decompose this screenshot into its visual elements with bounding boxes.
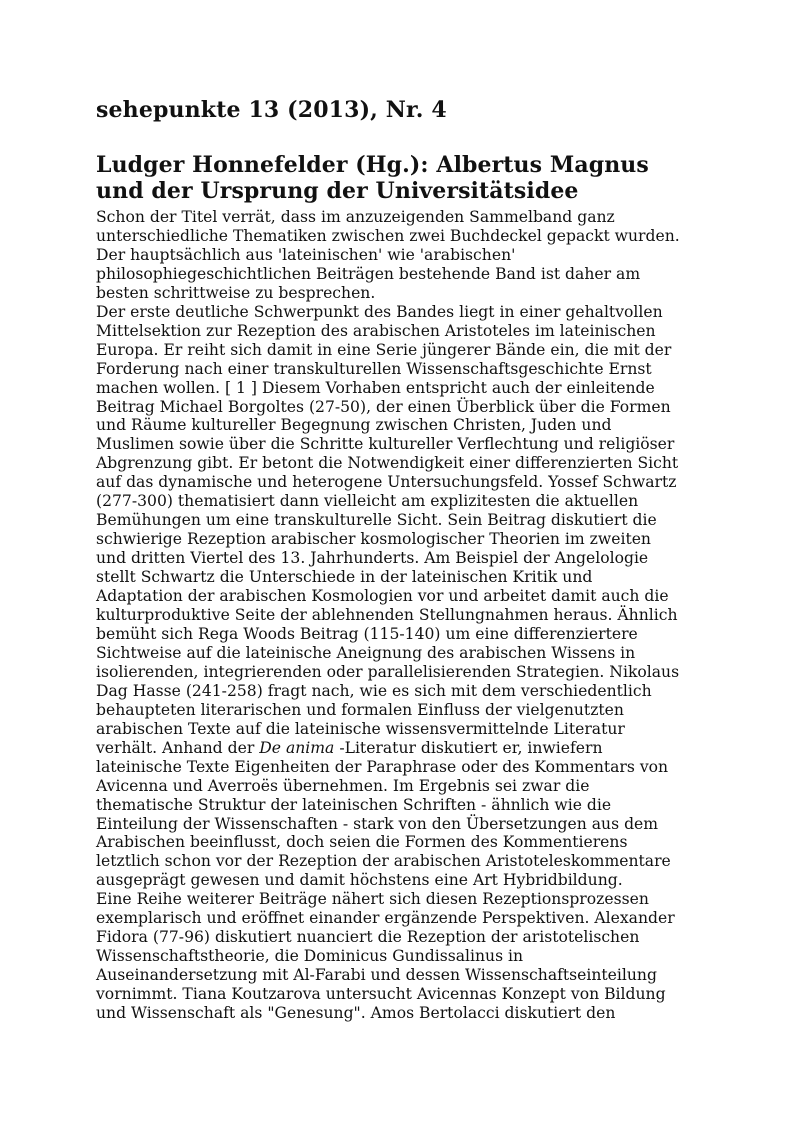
text-line: Wissenschaftstheorie, die Dominicus Gundissalinus in xyxy=(96,947,524,966)
text-line: isolierenden, integrierenden oder parallelisierenden Strategien. Nikolaus xyxy=(96,662,680,681)
text-line: Auseinandersetzung mit Al-Farabi und dessen Wissenschaftseinteilung xyxy=(96,966,657,985)
text-line: Avicenna und Averroës übernehmen. Im Ergebnis sei zwar die xyxy=(96,776,590,795)
text-line: unterschiedliche Thematiken zwischen zwei Buchdeckel gepackt wurden. xyxy=(96,226,680,245)
text-line: bemüht sich Rega Woods Beitrag (115-140) um eine differenziertere xyxy=(96,624,638,643)
italic-title: De anima xyxy=(259,738,335,757)
text-line: behaupteten literarischen und formalen Einfluss der vielgenutzten xyxy=(96,700,624,719)
text-line: Europa. Er reiht sich damit in eine Serie jüngerer Bände ein, die mit der xyxy=(96,340,672,359)
text-line: und Wissenschaft als "Genesung". Amos Bertolacci diskutiert den xyxy=(96,1004,616,1023)
text-line: Mittelsektion zur Rezeption des arabischen Aristoteles im lateinischen xyxy=(96,321,656,340)
text-line: Fidora (77-96) diskutiert nuanciert die Rezeption der aristotelischen xyxy=(96,928,640,947)
article-body xyxy=(96,208,706,1023)
text-line-with-italic xyxy=(96,739,706,758)
text-line: Schon der Titel verrät, dass im anzuzeigenden Sammelband ganz xyxy=(96,208,615,226)
text-line: machen wollen. [ 1 ] Diesem Vorhaben entspricht auch der einleitende xyxy=(96,378,655,397)
document-page xyxy=(96,94,706,1023)
article-title-line: und der Ursprung der Universitätsidee xyxy=(96,178,579,204)
text-line: Arabischen beeinflusst, doch seien die Formen des Kommentierens xyxy=(96,833,628,852)
text-line: auf das dynamische und heterogene Untersuchungsfeld. Yossef Schwartz xyxy=(96,473,677,492)
paragraph-intro xyxy=(96,208,706,303)
text-line: lateinische Texte Eigenheiten der Paraphrase oder des Kommentars von xyxy=(96,757,669,776)
text-line: Der erste deutliche Schwerpunkt des Bandes liegt in einer gehaltvollen xyxy=(96,302,663,321)
text-line: Eine Reihe weiterer Beiträge nähert sich diesen Rezeptionsprozessen xyxy=(96,890,649,909)
text-line: Muslimen sowie über die Schritte kultureller Verflechtung und religiöser xyxy=(96,435,675,454)
article-title-line: Ludger Honnefelder (Hg.): Albertus Magnus xyxy=(96,152,649,178)
text-line: stellt Schwartz die Unterschiede in der lateinischen Kritik und xyxy=(96,568,593,587)
text-fragment: verhält. Anhand der xyxy=(96,738,260,757)
text-line: exemplarisch und eröffnet einander ergänzende Perspektiven. Alexander xyxy=(96,909,675,928)
text-line: besten schrittweise zu besprechen. xyxy=(96,283,376,302)
text-line: Dag Hasse (241-258) fragt nach, wie es sich mit dem verschiedentlich xyxy=(96,681,652,700)
text-line: Sichtweise auf die lateinische Aneignung des arabischen Wissens in xyxy=(96,643,636,662)
text-line: Abgrenzung gibt. Er betont die Notwendigkeit einer differenzierten Sicht xyxy=(96,454,679,473)
text-line: schwierige Rezeption arabischer kosmologischer Theorien im zweiten xyxy=(96,530,651,549)
text-line: Beitrag Michael Borgoltes (27-50), der einen Überblick über die Formen xyxy=(96,397,671,416)
text-line: (277-300) thematisiert dann vielleicht am explizitesten die aktuellen xyxy=(96,492,639,511)
text-line: Bemühungen um eine transkulturelle Sicht. Sein Beitrag diskutiert die xyxy=(96,511,657,530)
article-title xyxy=(96,152,706,204)
text-line: Einteilung der Wissenschaften - stark von den Übersetzungen aus dem xyxy=(96,814,659,833)
text-line: philosophiegeschichtlichen Beiträgen bestehende Band ist daher am xyxy=(96,264,641,283)
journal-heading: sehepunkte 13 (2013), Nr. 4 xyxy=(96,97,447,123)
text-line: Adaptation der arabischen Kosmologien vor und arbeitet damit auch die xyxy=(96,587,669,606)
text-line: Forderung nach einer transkulturellen Wissenschaftsgeschichte Ernst xyxy=(96,359,652,378)
text-line: arabischen Texte auf die lateinische wissensvermittelnde Literatur xyxy=(96,719,625,738)
text-fragment: -Literatur diskutiert er, inwiefern xyxy=(334,738,603,757)
text-line: kulturproduktive Seite der ablehnenden Stellungnahmen heraus. Ähnlich xyxy=(96,606,678,625)
text-line: vornimmt. Tiana Koutzarova untersucht Avicennas Konzept von Bildung xyxy=(96,985,666,1004)
text-line: ausgeprägt gewesen und damit höchstens eine Art Hybridbildung. xyxy=(96,871,623,890)
text-line: letztlich schon vor der Rezeption der arabischen Aristoteleskommentare xyxy=(96,852,671,871)
text-line: Der hauptsächlich aus 'lateinischen' wie 'arabischen' xyxy=(96,245,516,264)
paragraph-main xyxy=(96,303,706,891)
text-line: und dritten Viertel des 13. Jahrhunderts. Am Beispiel der Angelologie xyxy=(96,549,649,568)
text-line: thematische Struktur der lateinischen Schriften - ähnlich wie die xyxy=(96,795,612,814)
text-line: und Räume kultureller Begegnung zwischen Christen, Juden und xyxy=(96,416,612,435)
paragraph-further xyxy=(96,890,706,1023)
